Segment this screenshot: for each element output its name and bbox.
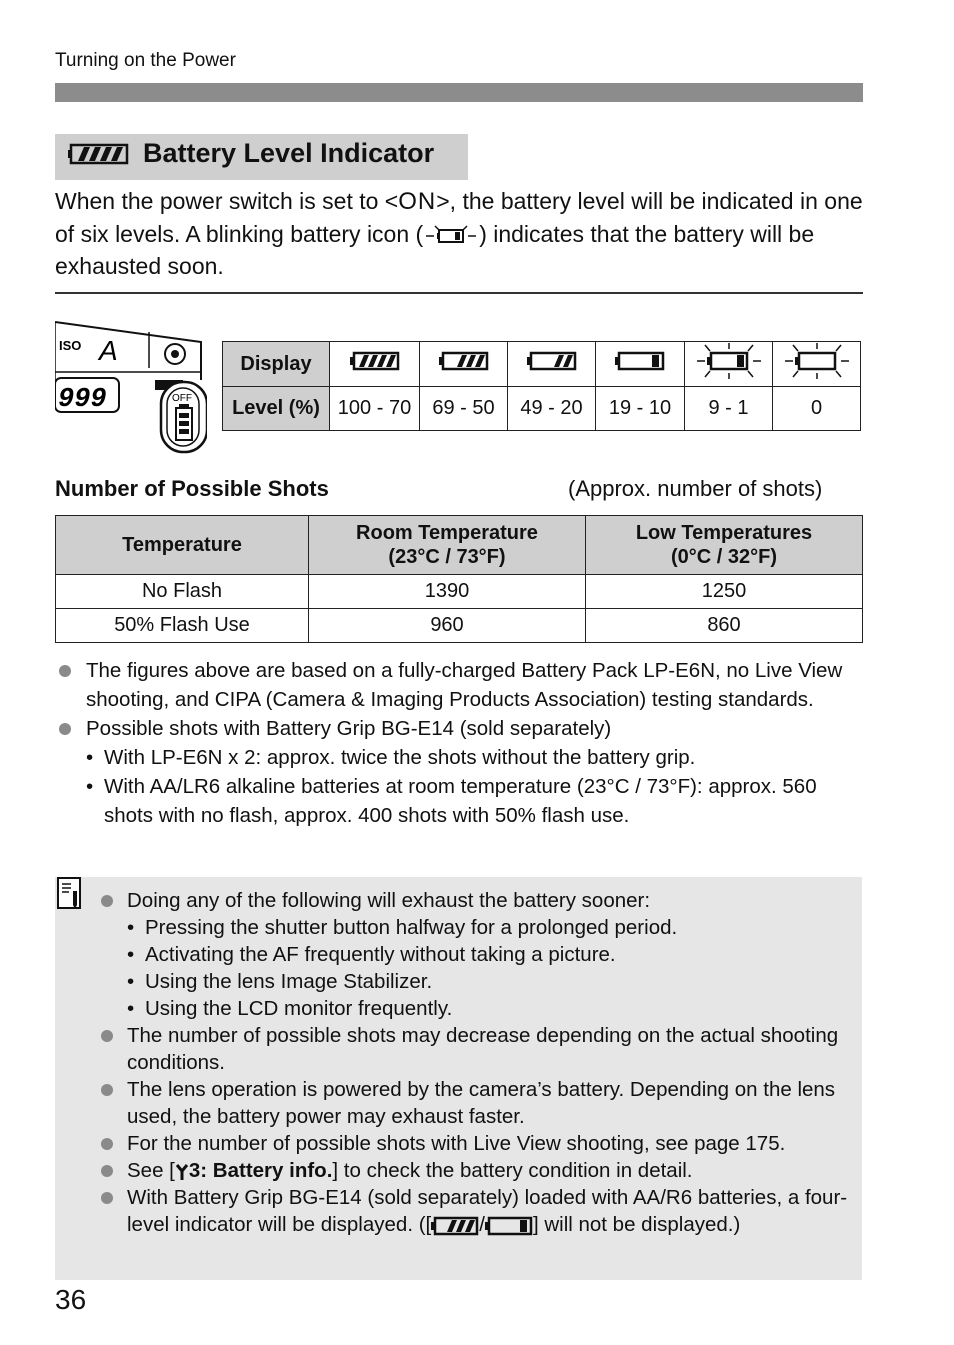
note-text: The lens operation is powered by the camera’s battery. Depending on the lens used, the battery power may exhaust faster.: [127, 1078, 836, 1128]
intro-text-1: When the power switch is set to <: [55, 188, 399, 214]
shots-header-row: [56, 516, 863, 575]
level-cell: 19 - 10: [596, 387, 685, 431]
on-symbol: ON: [398, 188, 437, 215]
lcd-mode-label: A: [99, 335, 118, 366]
running-header: Turning on the Power: [55, 50, 236, 71]
sub-note-text: Pressing the shutter button halfway for a prolonged period.: [145, 916, 678, 939]
list-item: [55, 714, 865, 743]
level-cell: 9 - 1: [685, 387, 773, 431]
sub-list-item: • With AA/LR6 alkaline batteries at room temperature (23°C / 73°F): approx. 560 shots with no flash, approx. 400 shots with 50% flash use.: [86, 775, 817, 827]
lcd-panel-illustration: [55, 320, 207, 454]
list-item: [55, 656, 865, 714]
intro-text-3: ) indicates that the battery will be exhausted soon.: [55, 221, 815, 279]
header-low-label: Low Temperatures: [635, 522, 813, 544]
blinking-battery-icon: [423, 223, 479, 249]
display-cell-1: [330, 342, 420, 387]
sub-list-item: • Activating the AF frequently without taking a picture.: [127, 943, 616, 966]
bullet-dot-icon: [59, 723, 71, 735]
row-room-value: 1390: [309, 575, 586, 609]
row-low-value: 860: [586, 609, 863, 643]
header-room-range: (23°C / 73°F): [388, 546, 506, 568]
bullet-list: [55, 656, 865, 830]
battery-full-icon: [68, 143, 130, 165]
battery-3-bars-icon: [431, 1216, 479, 1236]
sub-note-text: Using the lens Image Stabilizer.: [145, 970, 433, 993]
header-bar: [55, 83, 863, 102]
possible-shots-heading: Number of Possible Shots: [55, 476, 329, 501]
level-cell: 0: [773, 387, 861, 431]
battery-level-table: [222, 341, 861, 431]
level-cell: 100 - 70: [330, 387, 420, 431]
bullet-text: The figures above are based on a fully-charged Battery Pack LP-E6N, no Live View shooting, and CIPA (Camera & Imaging Products Association) testing standards.: [86, 659, 843, 711]
display-cell-6: [773, 342, 861, 387]
display-cell-2: [420, 342, 508, 387]
level-row: [223, 387, 861, 431]
note-text: See [: [127, 1159, 175, 1182]
possible-shots-table: [55, 515, 863, 643]
note-text: /: [479, 1213, 485, 1236]
row-label: 50% Flash Use: [56, 609, 309, 643]
bullet-dot-icon: [101, 1165, 113, 1177]
header-room-label: Room Temperature: [356, 522, 538, 544]
possible-shots-note: (Approx. number of shots): [568, 476, 823, 501]
row-label: No Flash: [56, 575, 309, 609]
note-text: With Battery Grip BG-E14 (sold separately) loaded with AA/R6 batteries, a four-level indicator will be displayed. ([: [127, 1186, 848, 1236]
bullet-dot-icon: [101, 895, 113, 907]
notes-list: [72, 887, 862, 1238]
section-divider: [55, 292, 863, 294]
bullet-dot-icon: [59, 665, 71, 677]
battery-1-bar-icon: [485, 1216, 533, 1236]
page-number: 36: [55, 1284, 87, 1315]
sub-bullet-text: With AA/LR6 alkaline batteries at room temperature (23°C / 73°F): approx. 560 shots with no flash, approx. 400 shots with 50% flash use.: [104, 775, 817, 827]
bullet-dot-icon: [101, 1030, 113, 1042]
section-title: Battery Level Indicator: [143, 138, 435, 168]
sub-list-item: • Pressing the shutter button halfway for a prolonged period.: [127, 916, 678, 939]
list-item: [72, 1022, 862, 1076]
table-row: [56, 609, 863, 643]
header-temperature: Temperature: [56, 516, 309, 575]
battery-4-bars-icon: [350, 351, 400, 371]
battery-2-bars-icon: [527, 351, 577, 371]
wrench-tab-icon: [175, 1163, 189, 1181]
intro-text-2: >, the battery level will be indicated in one of six levels. A blinking battery icon (: [55, 188, 863, 247]
note-text: ] will not be displayed.): [532, 1213, 741, 1236]
intro-paragraph: [55, 185, 865, 282]
sub-note-text: Activating the AF frequently without taking a picture.: [145, 943, 616, 966]
list-item: [72, 887, 862, 914]
battery-blinking-1-bar-icon: [695, 342, 763, 380]
header-low-temperature: [586, 516, 863, 575]
bullet-text: Possible shots with Battery Grip BG-E14 (sold separately): [86, 717, 612, 740]
display-cell-4: [596, 342, 685, 387]
lcd-iso-label: ISO: [59, 338, 82, 353]
battery-3-bars-icon: [439, 351, 489, 371]
note-text: ] to check the battery condition in detail.: [332, 1159, 693, 1182]
note-text: Doing any of the following will exhaust the battery sooner:: [127, 889, 651, 912]
row-low-value: 1250: [586, 575, 863, 609]
sub-note-text: Using the LCD monitor frequently.: [145, 997, 453, 1020]
sub-list-item: • With LP-E6N x 2: approx. twice the shots without the battery grip.: [86, 746, 696, 769]
display-row: [223, 342, 861, 387]
list-item: [72, 1157, 862, 1184]
bullet-dot-icon: [101, 1138, 113, 1150]
menu-reference: 3: Battery info.: [188, 1159, 333, 1182]
note-text: The number of possible shots may decrease depending on the actual shooting conditions.: [127, 1024, 839, 1074]
table-row: [56, 575, 863, 609]
list-item: [72, 1184, 862, 1238]
sub-bullet-text: With LP-E6N x 2: approx. twice the shots without the battery grip.: [104, 746, 696, 769]
battery-1-bar-icon: [615, 351, 665, 371]
bullet-dot-icon: [101, 1192, 113, 1204]
display-cell-5: [685, 342, 773, 387]
sub-list-item: • Using the lens Image Stabilizer.: [127, 970, 433, 993]
sub-list-item: • Using the LCD monitor frequently.: [127, 997, 453, 1020]
display-cell-3: [508, 342, 596, 387]
bullet-dot-icon: [101, 1084, 113, 1096]
row-room-value: 960: [309, 609, 586, 643]
battery-blinking-empty-icon: [783, 342, 851, 380]
level-row-label: Level (%): [223, 387, 330, 431]
header-room-temperature: [309, 516, 586, 575]
lcd-switch-label: OFF: [172, 393, 192, 404]
note-text: For the number of possible shots with Live View shooting, see page 175.: [127, 1132, 786, 1155]
header-low-range: (0°C / 32°F): [670, 546, 777, 568]
display-row-label: Display: [223, 342, 330, 387]
lcd-shots-remaining: 999: [58, 385, 107, 415]
level-cell: 69 - 50: [420, 387, 508, 431]
list-item: [72, 1130, 862, 1157]
list-item: [72, 1076, 862, 1130]
level-cell: 49 - 20: [508, 387, 596, 431]
